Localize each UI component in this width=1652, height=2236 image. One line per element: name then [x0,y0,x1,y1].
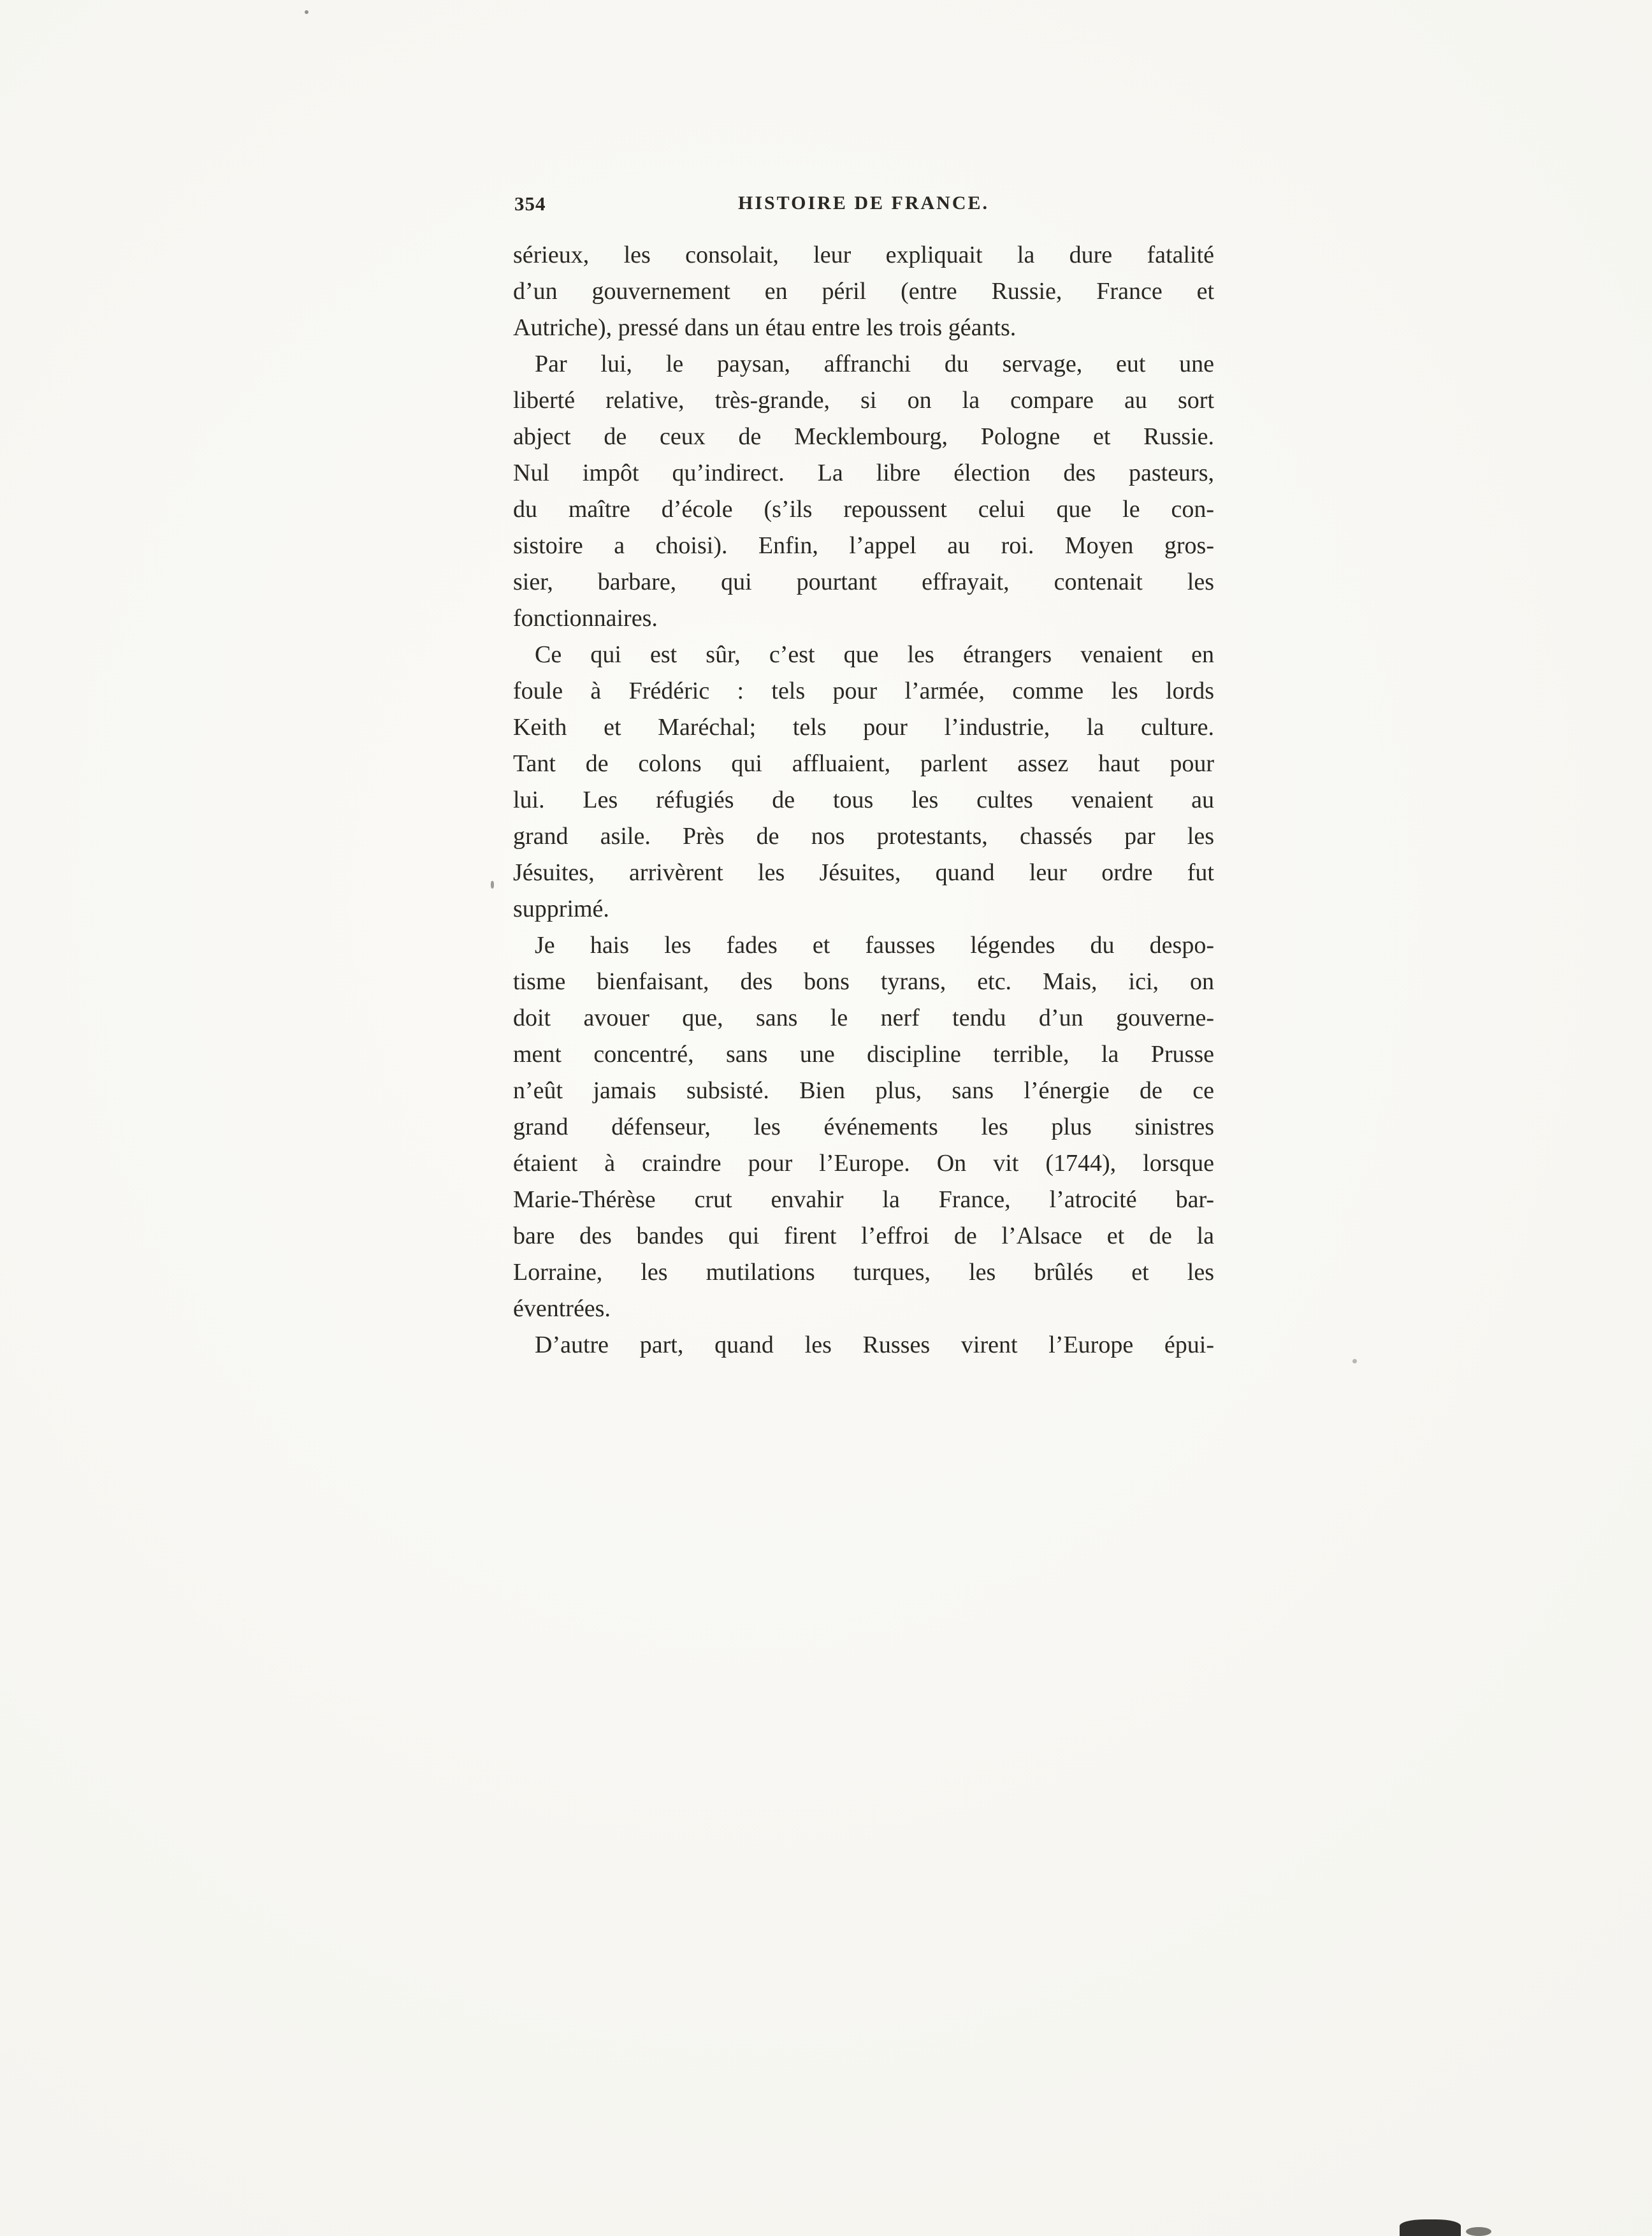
text-line: abject de ceux de Mecklembourg, Pologne et Russie. [513,423,1214,450]
text-line: Autriche), pressé dans un étau entre les trois géants. [513,314,1017,341]
text-line: Marie-Thérèse crut envahir la France, l’atrocité bar- [513,1186,1214,1213]
text-line: sier, barbare, qui pourtant effrayait, contenait les [513,569,1214,595]
text-line: grand asile. Près de nos protestants, chassés par les [513,823,1214,850]
paragraph [513,346,1214,637]
text-line: Jésuites, arrivèrent les Jésuites, quand leur ordre fut [513,859,1214,886]
text-line: Ce qui est sûr, c’est que les étrangers venaient en [535,641,1214,668]
scan-artifact [1400,2219,1461,2236]
running-title: HISTOIRE DE FRANCE. [737,192,990,214]
text-line: Par lui, le paysan, affranchi du servage, eut une [535,351,1214,377]
text-line: éventrées. [513,1295,611,1322]
text-line: Tant de colons qui affluaient, parlent assez haut pour [513,750,1214,777]
page-header [513,190,1214,218]
text-line: du maître d’école (s’ils repoussent celui que le con- [513,496,1214,523]
scan-artifact [1352,1359,1357,1363]
text-line: n’eût jamais subsisté. Bien plus, sans l’énergie de ce [513,1077,1214,1104]
text-line: fonctionnaires. [513,605,658,632]
text-line: ment concentré, sans une discipline terrible, la Prusse [513,1041,1214,1068]
text-line: foule à Frédéric : tels pour l’armée, comme les lords [513,678,1214,704]
text-line: Keith et Maréchal; tels pour l’industrie, la culture. [513,714,1214,741]
text-line: Lorraine, les mutilations turques, les brûlés et les [513,1259,1214,1286]
scan-artifact [305,10,308,14]
text-line: D’autre part, quand les Russes virent l’Europe épui- [535,1332,1214,1358]
text-line: d’un gouvernement en péril (entre Russie, France et [513,278,1214,305]
page-body [513,237,1214,1363]
paragraph [513,637,1214,927]
text-line: liberté relative, très-grande, si on la compare au sort [513,387,1214,414]
paragraph [513,1327,1214,1363]
text-line: étaient à craindre pour l’Europe. On vit (1744), lorsque [513,1150,1214,1177]
text-line: tisme bienfaisant, des bons tyrans, etc. Mais, ici, on [513,968,1214,995]
page-number: 354 [514,192,546,215]
text-line: sistoire a choisi). Enfin, l’appel au roi. Moyen gros- [513,532,1214,559]
text-line: doit avouer que, sans le nerf tendu d’un gouverne- [513,1005,1214,1031]
scan-artifact [1466,2227,1491,2236]
text-line: grand défenseur, les événements les plus sinistres [513,1114,1214,1140]
text-line: Nul impôt qu’indirect. La libre élection des pasteurs, [513,460,1214,486]
text-line: bare des bandes qui firent l’effroi de l’Alsace et de la [513,1223,1214,1249]
text-line: sérieux, les consolait, leur expliquait la dure fatalité [513,242,1214,268]
paragraph [513,927,1214,1327]
paragraph [513,237,1214,346]
scan-artifact [491,881,494,889]
text-line: Je hais les fades et fausses légendes du despo- [535,932,1214,959]
text-block [513,190,1214,1363]
text-line: lui. Les réfugiés de tous les cultes venaient au [513,787,1214,813]
text-line: supprimé. [513,896,609,922]
